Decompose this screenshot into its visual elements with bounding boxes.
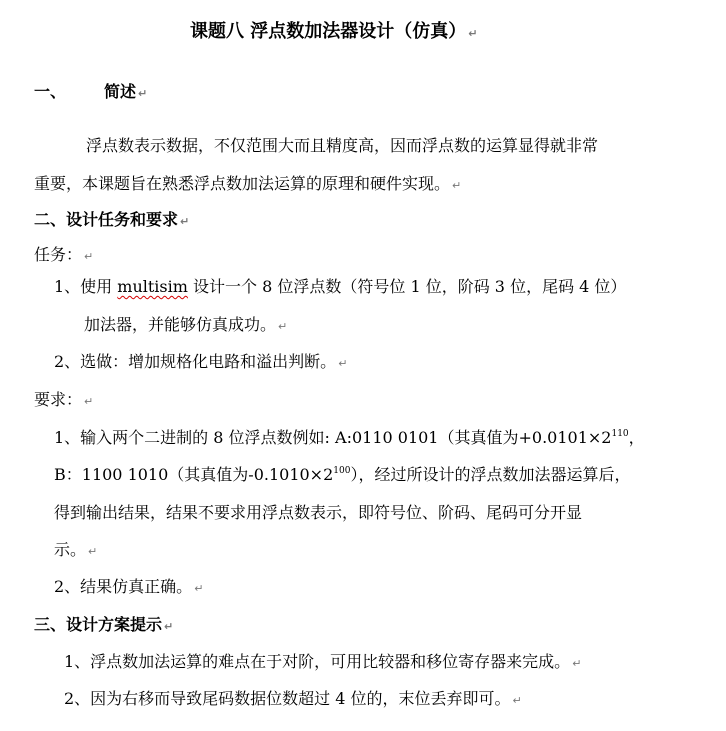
paragraph-mark-icon: ↵ [164, 620, 174, 633]
req1-part1: 1、输入两个二进制的 8 位浮点数例如: A:0110 0101（其真值为+0.0101×2 [54, 428, 612, 447]
section1-paragraph-line2 [34, 174, 461, 196]
task1-line2 [84, 315, 287, 337]
req1-line1 [54, 428, 645, 448]
paragraph-mark-icon: ↵ [278, 320, 288, 333]
task1-prefix: 1、使用 [54, 277, 118, 296]
task-label [34, 245, 93, 267]
req1-exponent-1: 110 [611, 429, 629, 439]
paragraph-mark-icon: ↵ [88, 545, 98, 558]
req1-line2-part2: ），经过所设计的浮点数加法器运算后， [350, 465, 631, 484]
section1-heading [34, 82, 147, 104]
section1-title: 简述 [104, 82, 137, 101]
req1-line4-text: 示。 [54, 540, 87, 559]
task2-line [54, 352, 347, 374]
requirement-label [34, 390, 93, 412]
paragraph-mark-icon: ↵ [572, 657, 582, 670]
section1-paragraph-line1 [86, 136, 598, 156]
paragraph-text: 重要，本课题旨在熟悉浮点数加法运算的原理和硬件实现。 [34, 174, 451, 193]
task1-line2-text: 加法器，并能够仿真成功。 [84, 315, 277, 334]
task2-text: 2、选做：增加规格化电路和溢出判断。 [54, 352, 337, 371]
task1-rest: 设计一个 8 位浮点数（符号位 1 位，阶码 3 位，尾码 4 位） [187, 277, 627, 296]
title-text: 课题八 浮点数加法器设计（仿真） [190, 21, 467, 42]
req1-line3 [54, 503, 582, 523]
section2-heading [34, 210, 189, 232]
hint2-line [64, 689, 522, 711]
paragraph-mark-icon: ↵ [194, 582, 204, 595]
paragraph-mark-icon: ↵ [138, 87, 148, 100]
req2-line [54, 577, 203, 599]
task1-line1 [54, 277, 626, 297]
req1-line4 [54, 540, 97, 562]
paragraph-mark-icon: ↵ [512, 694, 522, 707]
req1-line2-part1: B：1100 1010（其真值为-0.1010×2 [54, 465, 334, 484]
task1-tool-name: multisim [117, 277, 188, 296]
req1-line2 [54, 465, 630, 485]
req2-text: 2、结果仿真正确。 [54, 577, 193, 596]
paragraph-mark-icon: ↵ [84, 250, 94, 263]
section1-number: 一、 [34, 82, 67, 101]
hint1-text: 1、浮点数加法运算的难点在于对阶，可用比较器和移位寄存器来完成。 [64, 652, 571, 671]
hint2-text: 2、因为右移而导致尾码数据位数超过 4 位的，末位丢弃即可。 [64, 689, 511, 708]
section3-heading [34, 615, 173, 637]
req1-part2: ， [628, 428, 645, 447]
requirement-label-text: 要求： [34, 390, 83, 409]
hint1-line [64, 652, 581, 674]
paragraph-mark-icon: ↵ [468, 27, 478, 40]
section2-title: 二、设计任务和要求 [34, 210, 179, 229]
paragraph-mark-icon: ↵ [180, 215, 190, 228]
section3-title: 三、设计方案提示 [34, 615, 163, 634]
paragraph-mark-icon: ↵ [338, 357, 348, 370]
paragraph-mark-icon: ↵ [84, 395, 94, 408]
document-title [190, 22, 477, 44]
task-label-text: 任务： [34, 245, 83, 264]
paragraph-mark-icon: ↵ [452, 179, 462, 192]
paragraph-text: 浮点数表示数据，不仅范围大而且精度高，因而浮点数的运算显得就非常 [86, 136, 599, 155]
req1-exponent-2: 100 [333, 466, 351, 476]
req1-line3-text: 得到输出结果，结果不要求用浮点数表示，即符号位、阶码、尾码可分开显 [54, 503, 583, 522]
